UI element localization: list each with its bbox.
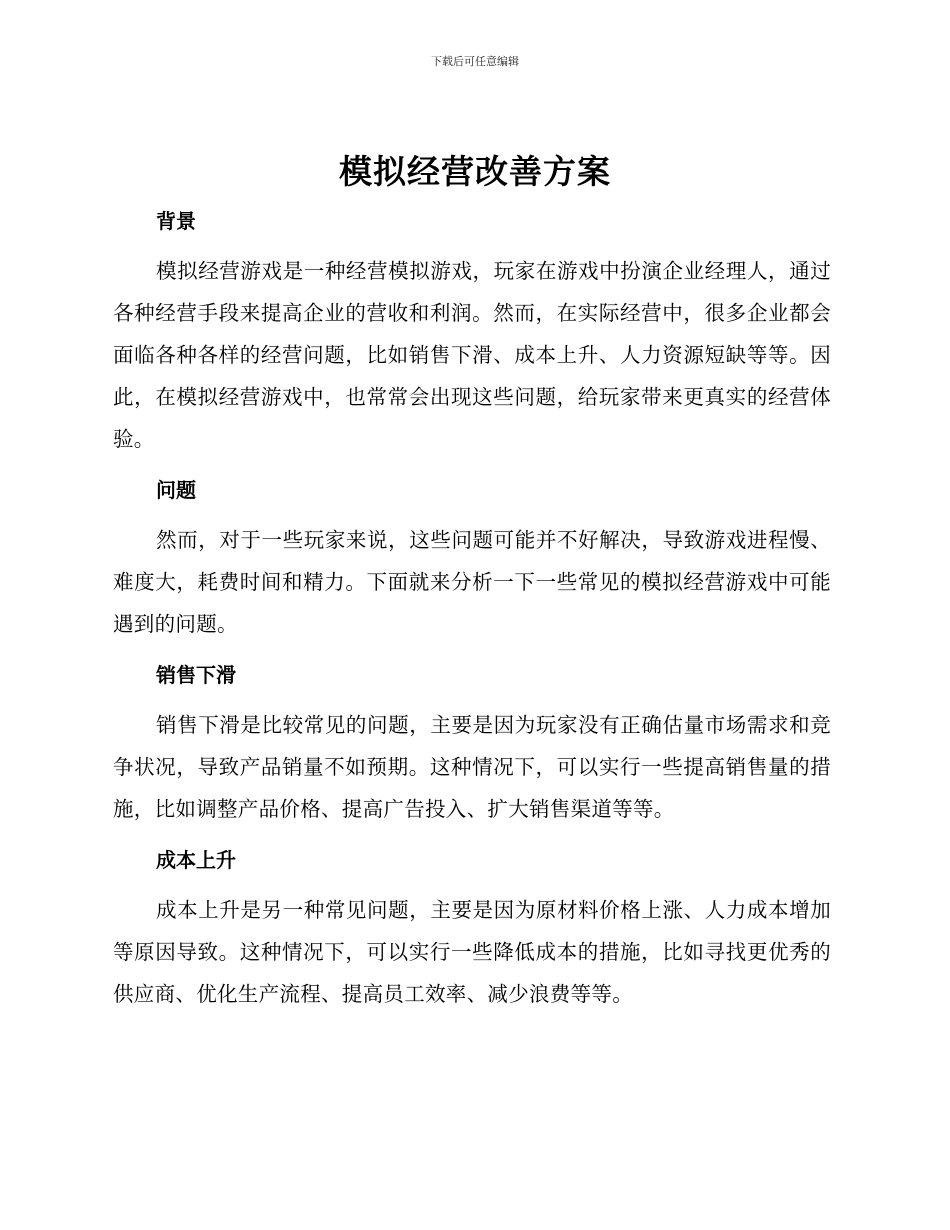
section-heading: 背景 (156, 209, 196, 233)
section-paragraph: 成本上升是另一种常见问题，主要是因为原材料价格上涨、人力成本增加等原因导致。这种情况下，可以实行一些降低成本的措施，比如寻找更优秀的供应商、优化生产流程、提高员工效率、减少浪费等等。 (113, 898, 831, 1006)
section-paragraph: 销售下滑是比较常见的问题，主要是因为玩家没有正确估量市场需求和竞争状况，导致产品销量不如预期。这种情况下，可以实行一些提高销售量的措施，比如调整产品价格、提高广告投入、扩大销售渠道等等。 (113, 713, 831, 821)
section-heading: 问题 (156, 478, 196, 502)
section-paragraph: 然而，对于一些玩家来说，这些问题可能并不好解决，导致游戏进程慢、难度大，耗费时间和精力。下面就来分析一下一些常见的模拟经营游戏中可能遇到的问题。 (113, 528, 831, 636)
section-cost-increase (113, 842, 831, 1015)
document-title: 模拟经营改善方案 (339, 152, 611, 191)
section-paragraph: 模拟经营游戏是一种经营模拟游戏，玩家在游戏中扮演企业经理人，通过各种经营手段来提高企业的营收和利润。然而，在实际经营中，很多企业都会面临各种各样的经营问题，比如销售下滑、成本上升、人力资源短缺等等。因此，在模拟经营游戏中，也常常会出现这些问题，给玩家带来更真实的经营体验。 (113, 259, 831, 451)
section-heading: 成本上升 (156, 848, 236, 872)
document-body (113, 203, 831, 1015)
section-background (113, 203, 831, 460)
section-sales-decline (113, 657, 831, 830)
section-problems (113, 472, 831, 645)
header-note: 下载后可任意编辑 (431, 55, 519, 68)
section-heading: 销售下滑 (156, 663, 236, 687)
